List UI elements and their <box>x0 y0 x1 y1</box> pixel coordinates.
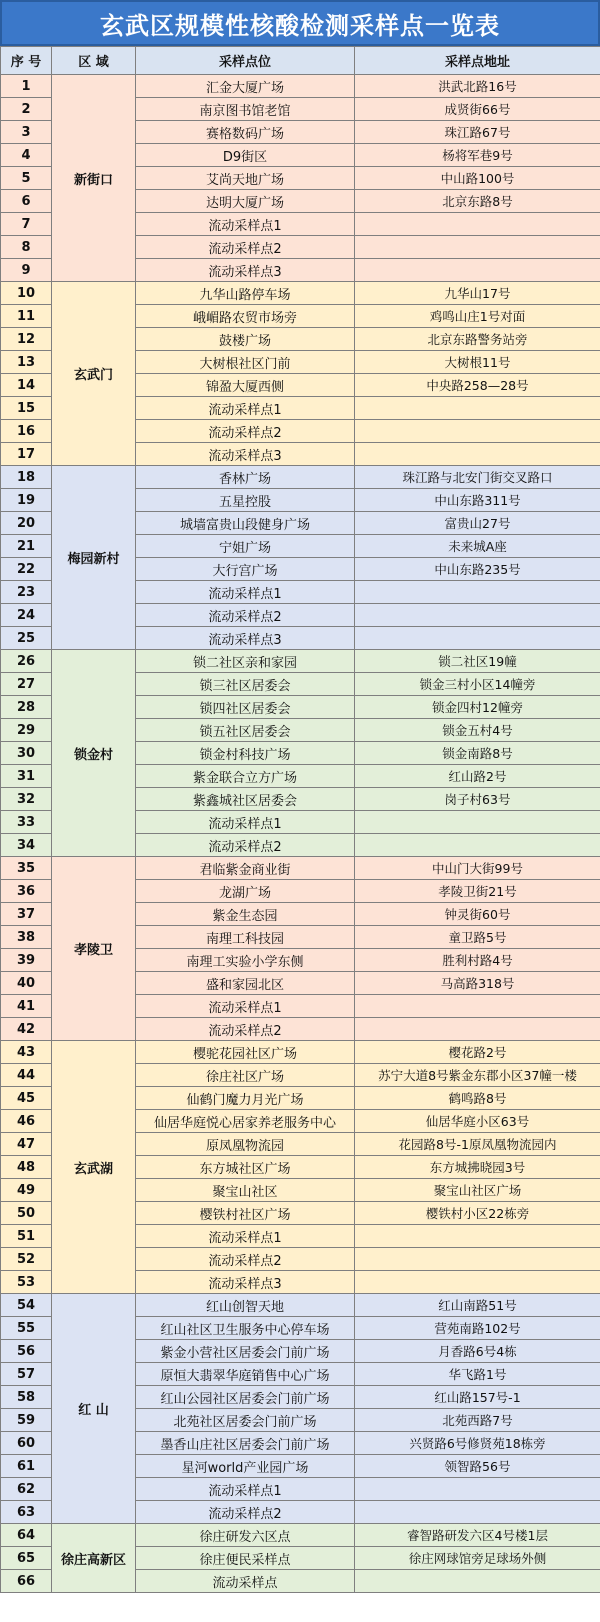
site-cell: 龙湖广场 <box>136 880 355 903</box>
site-cell: 紫金联合立方广场 <box>136 765 355 788</box>
address-cell: 聚宝山社区广场 <box>355 1179 600 1202</box>
row-number: 28 <box>1 696 52 719</box>
row-number: 47 <box>1 1133 52 1156</box>
row-number: 34 <box>1 834 52 857</box>
site-cell: 流动采样点1 <box>136 581 355 604</box>
site-cell: 流动采样点3 <box>136 443 355 466</box>
address-cell: 锁金四村12幢旁 <box>355 696 600 719</box>
site-cell: 流动采样点2 <box>136 1018 355 1041</box>
site-cell: 星河world产业园广场 <box>136 1455 355 1478</box>
row-number: 8 <box>1 236 52 259</box>
row-number: 56 <box>1 1340 52 1363</box>
site-cell: 流动采样点3 <box>136 1271 355 1294</box>
site-cell: 流动采样点2 <box>136 1248 355 1271</box>
site-cell: 流动采样点 <box>136 1570 355 1593</box>
row-number: 10 <box>1 282 52 305</box>
site-cell: 樱铁村社区广场 <box>136 1202 355 1225</box>
address-cell: 锁二社区19幢 <box>355 650 600 673</box>
row-number: 21 <box>1 535 52 558</box>
address-cell: 童卫路5号 <box>355 926 600 949</box>
district-cell: 梅园新村 <box>52 466 136 650</box>
address-cell: 红山路157号-1 <box>355 1386 600 1409</box>
row-number: 2 <box>1 98 52 121</box>
address-cell: 苏宁大道8号紫金东郡小区37幢一楼 <box>355 1064 600 1087</box>
row-number: 44 <box>1 1064 52 1087</box>
row-number: 11 <box>1 305 52 328</box>
row-number: 3 <box>1 121 52 144</box>
address-cell: 锁金南路8号 <box>355 742 600 765</box>
address-cell <box>355 397 600 420</box>
site-cell: 艾尚天地广场 <box>136 167 355 190</box>
site-cell: 南京图书馆老馆 <box>136 98 355 121</box>
table-body <box>1 75 600 1593</box>
district-cell: 玄武湖 <box>52 1041 136 1294</box>
site-cell: 聚宝山社区 <box>136 1179 355 1202</box>
address-cell: 睿智路研发六区4号楼1层 <box>355 1524 600 1547</box>
address-cell <box>355 1501 600 1524</box>
address-cell: 北京东路8号 <box>355 190 600 213</box>
row-number: 61 <box>1 1455 52 1478</box>
site-cell: 原凤凰物流园 <box>136 1133 355 1156</box>
site-cell: 流动采样点2 <box>136 604 355 627</box>
row-number: 64 <box>1 1524 52 1547</box>
site-cell: 大树根社区门前 <box>136 351 355 374</box>
table-row <box>1 857 600 880</box>
address-cell: 未来城A座 <box>355 535 600 558</box>
site-cell: 锁二社区亲和家园 <box>136 650 355 673</box>
site-cell: 紫鑫城社区居委会 <box>136 788 355 811</box>
row-number: 49 <box>1 1179 52 1202</box>
row-number: 59 <box>1 1409 52 1432</box>
row-number: 6 <box>1 190 52 213</box>
table-header-row <box>1 47 600 75</box>
row-number: 50 <box>1 1202 52 1225</box>
address-cell: 富贵山27号 <box>355 512 600 535</box>
row-number: 1 <box>1 75 52 98</box>
site-cell: 九华山路停车场 <box>136 282 355 305</box>
address-cell: 花园路8号-1原凤凰物流园内 <box>355 1133 600 1156</box>
site-cell: 赛格数码广场 <box>136 121 355 144</box>
row-number: 48 <box>1 1156 52 1179</box>
site-cell: 锁三社区居委会 <box>136 673 355 696</box>
site-cell: 南理工实验小学东侧 <box>136 949 355 972</box>
site-cell: 五星控股 <box>136 489 355 512</box>
district-cell: 锁金村 <box>52 650 136 857</box>
row-number: 41 <box>1 995 52 1018</box>
address-cell <box>355 1248 600 1271</box>
address-cell: 鸡鸣山庄1号对面 <box>355 305 600 328</box>
header-address: 采样点地址 <box>355 47 600 75</box>
site-cell: 红山公园社区居委会门前广场 <box>136 1386 355 1409</box>
site-cell: 流动采样点1 <box>136 213 355 236</box>
site-cell: 流动采样点2 <box>136 236 355 259</box>
site-cell: 流动采样点1 <box>136 1225 355 1248</box>
district-cell: 徐庄高新区 <box>52 1524 136 1593</box>
row-number: 38 <box>1 926 52 949</box>
row-number: 5 <box>1 167 52 190</box>
row-number: 62 <box>1 1478 52 1501</box>
row-number: 36 <box>1 880 52 903</box>
address-cell: 中山门大街99号 <box>355 857 600 880</box>
row-number: 9 <box>1 259 52 282</box>
site-cell: 南理工科技园 <box>136 926 355 949</box>
address-cell <box>355 1478 600 1501</box>
address-cell: 马高路318号 <box>355 972 600 995</box>
row-number: 7 <box>1 213 52 236</box>
sampling-sites-table <box>0 46 600 1593</box>
site-cell: 峨嵋路农贸市场旁 <box>136 305 355 328</box>
address-cell: 成贤街66号 <box>355 98 600 121</box>
row-number: 54 <box>1 1294 52 1317</box>
row-number: 24 <box>1 604 52 627</box>
address-cell: 孝陵卫街21号 <box>355 880 600 903</box>
row-number: 65 <box>1 1547 52 1570</box>
site-cell: 流动采样点3 <box>136 627 355 650</box>
district-cell: 红 山 <box>52 1294 136 1524</box>
row-number: 33 <box>1 811 52 834</box>
row-number: 25 <box>1 627 52 650</box>
site-cell: 徐庄研发六区点 <box>136 1524 355 1547</box>
site-cell: 流动采样点1 <box>136 397 355 420</box>
row-number: 19 <box>1 489 52 512</box>
site-cell: 鼓楼广场 <box>136 328 355 351</box>
table-row <box>1 75 600 98</box>
address-cell <box>355 236 600 259</box>
address-cell: 北苑西路7号 <box>355 1409 600 1432</box>
address-cell: 胜利村路4号 <box>355 949 600 972</box>
row-number: 37 <box>1 903 52 926</box>
row-number: 12 <box>1 328 52 351</box>
address-cell: 锁金三村小区14幢旁 <box>355 673 600 696</box>
site-cell: 仙鹤门魔力月光广场 <box>136 1087 355 1110</box>
district-cell: 新街口 <box>52 75 136 282</box>
table-row <box>1 650 600 673</box>
district-cell: 孝陵卫 <box>52 857 136 1041</box>
address-cell <box>355 1018 600 1041</box>
row-number: 57 <box>1 1363 52 1386</box>
site-cell: 君临紫金商业街 <box>136 857 355 880</box>
site-cell: D9街区 <box>136 144 355 167</box>
address-cell: 月香路6号4栋 <box>355 1340 600 1363</box>
row-number: 39 <box>1 949 52 972</box>
address-cell <box>355 581 600 604</box>
address-cell: 珠江路与北安门街交叉路口 <box>355 466 600 489</box>
address-cell: 北京东路警务站旁 <box>355 328 600 351</box>
address-cell: 岗子村63号 <box>355 788 600 811</box>
row-number: 14 <box>1 374 52 397</box>
address-cell: 华飞路1号 <box>355 1363 600 1386</box>
row-number: 32 <box>1 788 52 811</box>
address-cell: 珠江路67号 <box>355 121 600 144</box>
site-cell: 汇金大厦广场 <box>136 75 355 98</box>
address-cell: 钟灵街60号 <box>355 903 600 926</box>
row-number: 42 <box>1 1018 52 1041</box>
address-cell <box>355 995 600 1018</box>
row-number: 58 <box>1 1386 52 1409</box>
row-number: 16 <box>1 420 52 443</box>
address-cell: 徐庄网球馆旁足球场外侧 <box>355 1547 600 1570</box>
row-number: 63 <box>1 1501 52 1524</box>
site-cell: 盛和家园北区 <box>136 972 355 995</box>
row-number: 17 <box>1 443 52 466</box>
page-title: 玄武区规模性核酸检测采样点一览表 <box>0 0 600 46</box>
address-cell <box>355 1570 600 1593</box>
address-cell: 中央路258—28号 <box>355 374 600 397</box>
header-no: 序 号 <box>1 47 52 75</box>
address-cell <box>355 443 600 466</box>
site-cell: 锁四社区居委会 <box>136 696 355 719</box>
address-cell: 兴贤路6号修贤苑18栋旁 <box>355 1432 600 1455</box>
row-number: 22 <box>1 558 52 581</box>
row-number: 35 <box>1 857 52 880</box>
row-number: 52 <box>1 1248 52 1271</box>
site-cell: 红山创智天地 <box>136 1294 355 1317</box>
row-number: 31 <box>1 765 52 788</box>
site-cell: 紫金小营社区居委会门前广场 <box>136 1340 355 1363</box>
site-cell: 锁金村科技广场 <box>136 742 355 765</box>
address-cell: 仙居华庭小区63号 <box>355 1110 600 1133</box>
address-cell <box>355 213 600 236</box>
row-number: 53 <box>1 1271 52 1294</box>
address-cell: 中山东路311号 <box>355 489 600 512</box>
address-cell: 领智路56号 <box>355 1455 600 1478</box>
address-cell: 红山路2号 <box>355 765 600 788</box>
district-cell: 玄武门 <box>52 282 136 466</box>
table-row <box>1 466 600 489</box>
address-cell: 大树根11号 <box>355 351 600 374</box>
site-cell: 北苑社区居委会门前广场 <box>136 1409 355 1432</box>
row-number: 51 <box>1 1225 52 1248</box>
site-cell: 樱驼花园社区广场 <box>136 1041 355 1064</box>
address-cell <box>355 627 600 650</box>
address-cell: 九华山17号 <box>355 282 600 305</box>
row-number: 18 <box>1 466 52 489</box>
row-number: 27 <box>1 673 52 696</box>
row-number: 43 <box>1 1041 52 1064</box>
site-cell: 紫金生态园 <box>136 903 355 926</box>
site-cell: 原恒大翡翠华庭销售中心广场 <box>136 1363 355 1386</box>
row-number: 40 <box>1 972 52 995</box>
address-cell: 樱铁村小区22栋旁 <box>355 1202 600 1225</box>
row-number: 46 <box>1 1110 52 1133</box>
site-cell: 锦盈大厦西侧 <box>136 374 355 397</box>
site-cell: 红山社区卫生服务中心停车场 <box>136 1317 355 1340</box>
table-row <box>1 282 600 305</box>
site-cell: 东方城社区广场 <box>136 1156 355 1179</box>
site-cell: 墨香山庄社区居委会门前广场 <box>136 1432 355 1455</box>
site-cell: 徐庄社区广场 <box>136 1064 355 1087</box>
site-cell: 香林广场 <box>136 466 355 489</box>
site-cell: 大行宫广场 <box>136 558 355 581</box>
site-cell: 流动采样点2 <box>136 1501 355 1524</box>
site-cell: 锁五社区居委会 <box>136 719 355 742</box>
address-cell: 中山路100号 <box>355 167 600 190</box>
address-cell: 樱花路2号 <box>355 1041 600 1064</box>
row-number: 45 <box>1 1087 52 1110</box>
site-cell: 流动采样点1 <box>136 1478 355 1501</box>
address-cell <box>355 604 600 627</box>
address-cell <box>355 259 600 282</box>
table-row <box>1 1294 600 1317</box>
row-number: 66 <box>1 1570 52 1593</box>
row-number: 4 <box>1 144 52 167</box>
row-number: 23 <box>1 581 52 604</box>
site-cell: 徐庄便民采样点 <box>136 1547 355 1570</box>
site-cell: 流动采样点1 <box>136 995 355 1018</box>
row-number: 13 <box>1 351 52 374</box>
address-cell: 杨将军巷9号 <box>355 144 600 167</box>
address-cell <box>355 811 600 834</box>
site-cell: 流动采样点3 <box>136 259 355 282</box>
row-number: 55 <box>1 1317 52 1340</box>
address-cell: 中山东路235号 <box>355 558 600 581</box>
header-site: 采样点位 <box>136 47 355 75</box>
row-number: 20 <box>1 512 52 535</box>
address-cell: 东方城拂晓园3号 <box>355 1156 600 1179</box>
address-cell <box>355 834 600 857</box>
table-row <box>1 1524 600 1547</box>
row-number: 60 <box>1 1432 52 1455</box>
address-cell: 营苑南路102号 <box>355 1317 600 1340</box>
row-number: 15 <box>1 397 52 420</box>
row-number: 30 <box>1 742 52 765</box>
address-cell <box>355 1271 600 1294</box>
address-cell: 鹤鸣路8号 <box>355 1087 600 1110</box>
site-cell: 流动采样点1 <box>136 811 355 834</box>
address-cell: 洪武北路16号 <box>355 75 600 98</box>
row-number: 29 <box>1 719 52 742</box>
address-cell: 红山南路51号 <box>355 1294 600 1317</box>
address-cell <box>355 1225 600 1248</box>
row-number: 26 <box>1 650 52 673</box>
site-cell: 流动采样点2 <box>136 420 355 443</box>
site-cell: 流动采样点2 <box>136 834 355 857</box>
site-cell: 达明大厦广场 <box>136 190 355 213</box>
site-cell: 仙居华庭悦心居家养老服务中心 <box>136 1110 355 1133</box>
table-row <box>1 1041 600 1064</box>
header-district: 区 域 <box>52 47 136 75</box>
address-cell: 锁金五村4号 <box>355 719 600 742</box>
address-cell <box>355 420 600 443</box>
site-cell: 宁姐广场 <box>136 535 355 558</box>
site-cell: 城墙富贵山段健身广场 <box>136 512 355 535</box>
